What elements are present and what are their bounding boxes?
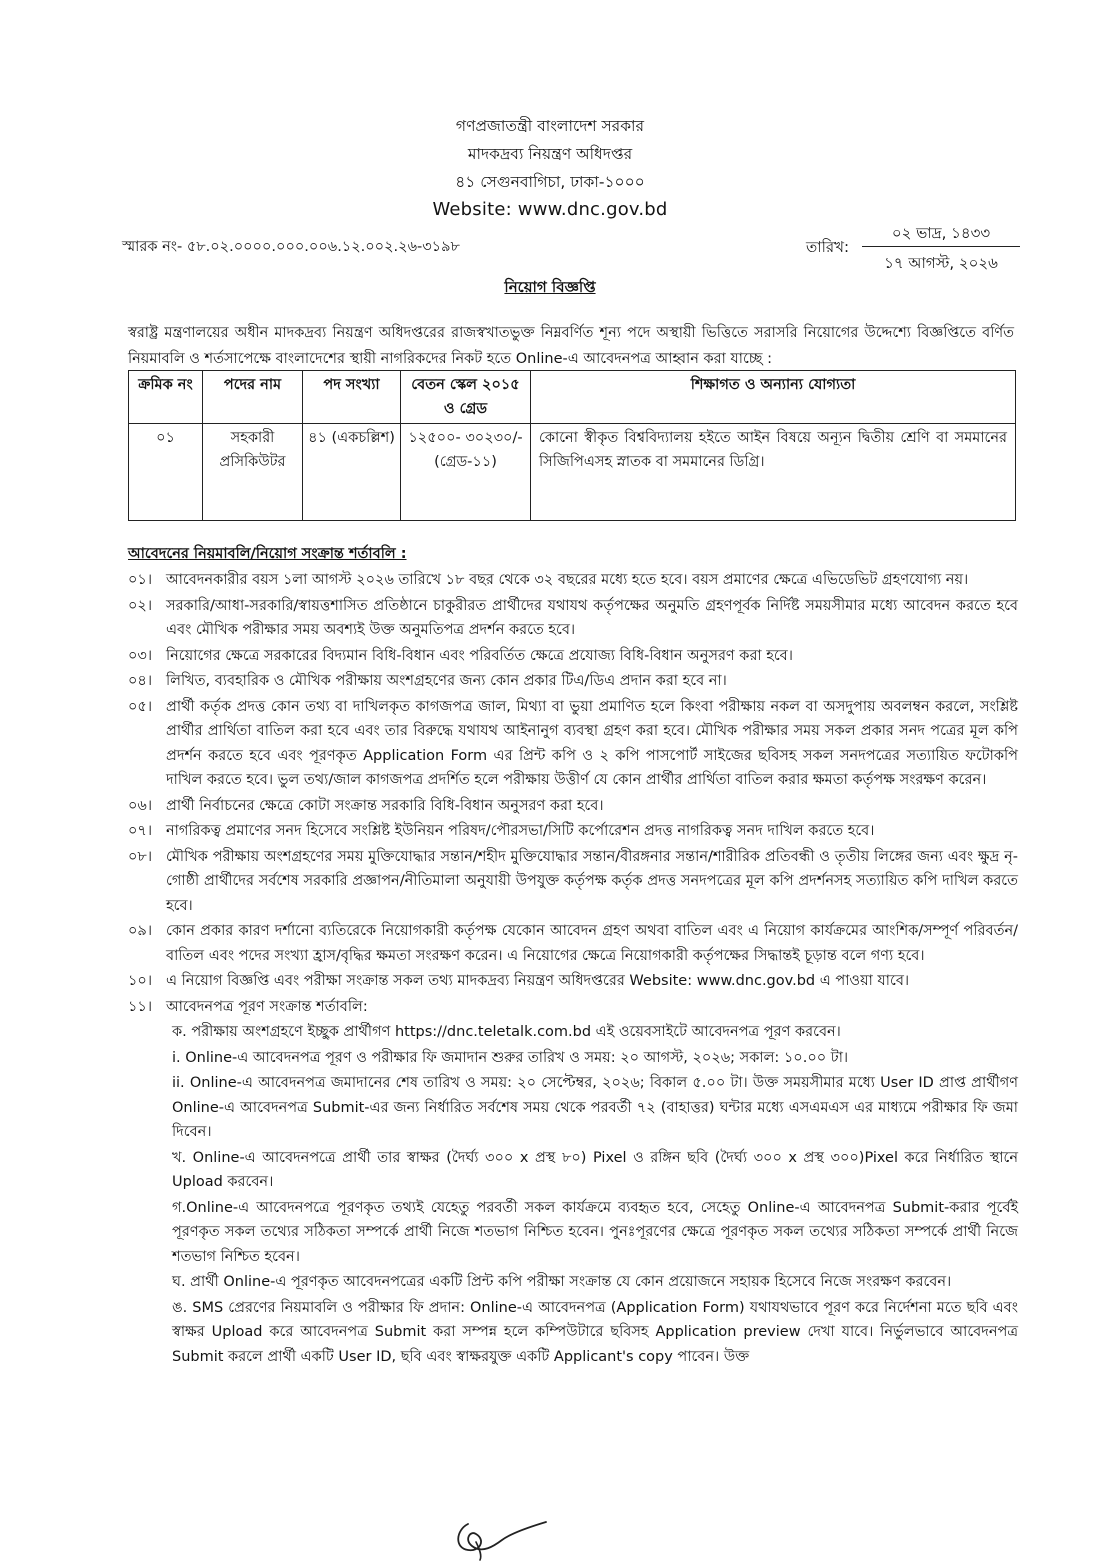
memo-number: স্মারক নং- ৫৮.০২.০০০০.০০০.০০৬.১২.০০২.২৬-৩১৯৮	[122, 239, 460, 255]
cell-qualification: কোনো স্বীকৃত বিশ্ববিদ্যালয় হইতে আইন বিষয়ে অন্যূন দ্বিতীয় শ্রেণি বা সমমানের সিজিপিএসহ স্নাতক বা সমমানের ডিগ্রি।	[531, 424, 1016, 521]
signature-mark	[446, 1516, 556, 1562]
condition-item	[128, 669, 1018, 694]
condition-number: ০৬।	[128, 797, 153, 814]
condition-number: ১০।	[128, 973, 153, 989]
condition-text: এ নিয়োগ বিজ্ঞপ্তি এবং পরীক্ষা সংক্রান্ত সকল তথ্য মাদকদ্রব্য নিয়ন্ত্রণ অধিদপ্তরের Website: www.dnc.gov.bd এ পাওয়া যাবে।	[166, 973, 910, 989]
condition-text: নাগরিকত্ব প্রমাণের সনদ হিসেবে সংশ্লিষ্ট ইউনিয়ন পরিষদ/পৌরসভা/সিটি কর্পোরেশন প্রদত্ত নাগরিকত্ব সনদ দাখিল করতে হবে।	[166, 823, 875, 839]
condition-text: আবেদনকারীর বয়স ১লা আগস্ট ২০২৬ তারিখে ১৮ বছর থেকে ৩২ বছরের মধ্যে হতে হবে। বয়স প্রমাণের ক্ষেত্রে এভিডেভিট গ্রহণযোগ্য নয়।	[166, 572, 969, 588]
date-divider	[862, 246, 1020, 247]
col-count: পদ সংখ্যা	[303, 371, 401, 424]
posts-table	[128, 370, 1016, 521]
condition-number: ০২।	[128, 597, 153, 614]
condition-item	[128, 919, 1018, 968]
letterhead	[0, 112, 1100, 226]
notice-title: নিয়োগ বিজ্ঞপ্তি	[504, 278, 596, 296]
condition-text: আবেদনপত্র পূরণ সংক্রান্ত শর্তাবলি:	[166, 998, 368, 1015]
conditions-section	[128, 542, 1018, 1370]
col-qualification: শিক্ষাগত ও অন্যান্য যোগ্যতা	[531, 371, 1016, 424]
date-bangla: ০২ ভাদ্র, ১৪৩৩	[891, 224, 991, 242]
condition-text: লিখিত, ব্যবহারিক ও মৌখিক পরীক্ষায় অংশগ্রহণের জন্য কোন প্রকার টিএ/ডিএ প্রদান করা হবে না।	[166, 673, 727, 689]
cell-count: ৪১ (একচল্লিশ)	[303, 424, 401, 521]
condition-item	[128, 969, 1018, 994]
sub-item: গ.Online-এ আবেদনপত্রে পূরণকৃত তথ্যই যেহেতু পরবর্তী সকল কার্যক্রমে ব্যবহৃত হবে, সেহেতু Online-এ আবেদনপত্র Submit-করার পূর্বেই পূরণকৃত সকল তথ্যের সঠিকতা সম্পর্কে প্রার্থী নিজে শতভাগ নিশ্চিত হবেন। পুনঃপূরণের ক্ষেত্রে পূরণকৃত সকল তথ্যের সঠিকতা সম্পর্কে প্রার্থী নিজে শতভাগ নিশ্চিত হবেন।	[172, 1199, 1018, 1265]
conditions-heading: আবেদনের নিয়মাবলি/নিয়োগ সংক্রান্ত শর্তাবলি :	[128, 546, 407, 562]
cell-post: সহকারী প্রসিকিউটর	[203, 424, 303, 521]
condition-text: সরকারি/আধা-সরকারি/স্বায়ত্তশাসিত প্রতিষ্ঠানে চাকুরীরত প্রার্থীদের যথাযথ কর্তৃপক্ষের অনুমতি গ্রহণপূর্বক নির্দিষ্ট সময়সীমার মধ্যে আবেদন করতে হবে এবং মৌখিক পরীক্ষার সময় অবশ্যই উক্ত অনুমতিপত্র প্রদর্শন করতে হবে।	[166, 597, 1018, 638]
condition-number: ০৩।	[128, 647, 153, 664]
condition-number: ০৪।	[128, 673, 153, 689]
condition-text: কোন প্রকার কারণ দর্শানো ব্যতিরেকে নিয়োগকারী কর্তৃপক্ষ যেকোন আবেদন গ্রহণ অথবা বাতিল এবং এ নিয়োগ কার্যক্রমের আংশিক/সম্পূর্ণ পরিবর্তন/বাতিল এবং পদের সংখ্যা হ্রাস/বৃদ্ধির ক্ষমতা সংরক্ষণ করেন। এ নিয়োগের ক্ষেত্রে নিয়োগকারী কর্তৃপক্ষের সিদ্ধান্তই চূড়ান্ত বলে গণ্য হবে।	[166, 923, 1018, 964]
department-name: মাদকদ্রব্য নিয়ন্ত্রণ অধিদপ্তর	[467, 145, 633, 163]
govt-name: গণপ্রজাতন্ত্রী বাংলাদেশ সরকার	[455, 117, 645, 135]
sub-item: ঘ. প্রার্থী Online-এ পূরণকৃত আবেদনপত্রের একটি প্রিন্ট কপি পরীক্ষা সংক্রান্ত যে কোন প্রয়োজনে সহায়ক হিসেবে নিজে সংরক্ষণ করবেন।	[172, 1274, 952, 1290]
table-header-row	[129, 371, 1016, 424]
condition-item	[128, 644, 1018, 669]
sub-item: খ. Online-এ আবেদনপত্রে প্রার্থী তার স্বাক্ষর (দৈর্ঘ্য ৩০০ x প্রস্থ ৮০) Pixel ও রঙ্গিন ছবি (দৈর্ঘ্য ৩০০ x প্রস্থ ৩০০)Pixel করে নির্ধারিত স্থানে Upload করবেন।	[172, 1149, 1018, 1190]
condition-item	[128, 995, 1018, 1020]
condition-number: ০৯।	[128, 923, 153, 939]
condition-text: প্রার্থী নির্বাচনের ক্ষেত্রে কোটা সংক্রান্ত সরকারি বিধি-বিধান অনুসরণ করা হবে।	[166, 797, 604, 814]
condition-number: ১১।	[128, 998, 153, 1015]
date-english: ১৭ আগস্ট, ২০২৬	[884, 254, 998, 272]
date-block	[806, 222, 1020, 278]
condition-item	[128, 594, 1018, 643]
table-row	[129, 424, 1016, 521]
condition-text: নিয়োগের ক্ষেত্রে সরকারের বিদ্যমান বিধি-বিধান এবং পরিবর্তিত ক্ষেত্রে প্রযোজ্য বিধি-বিধান অনুসরণ করা হবে।	[166, 647, 793, 664]
sub-item: ক. পরীক্ষায় অংশগ্রহণে ইচ্ছুক প্রার্থীগণ https://dnc.teletalk.com.bd এই ওয়েবসাইটে আবেদনপত্র পূরণ করবেন।	[172, 1024, 841, 1040]
condition-item	[128, 794, 1018, 819]
cell-scale: ১২৫০০- ৩০২৩০/- (গ্রেড-১১)	[401, 424, 531, 521]
condition-text: মৌখিক পরীক্ষায় অংশগ্রহণের সময় মুক্তিযোদ্ধার সন্তান/শহীদ মুক্তিযোদ্ধার সন্তান/বীরঙ্গনার সন্তান/শারীরিক প্রতিবন্ধী ও তৃতীয় লিঙ্গের জন্য এবং ক্ষুদ্র নৃ-গোষ্ঠী প্রার্থীদের সর্বশেষ সরকারি প্রজ্ঞাপন/নীতিমালা অনুযায়ী উপযুক্ত কর্তৃপক্ষ কর্তৃক প্রদত্ত সনদপত্রের মূল কপি প্রদর্শনসহ সত্যায়িত কপি দাখিল করতে হবে।	[166, 848, 1018, 914]
sub-item: i. Online-এ আবেদনপত্র পূরণ ও পরীক্ষার ফি জমাদান শুরুর তারিখ ও সময়: ২০ আগস্ট, ২০২৬; সকাল: ১০.০০ টা।	[172, 1049, 849, 1066]
intro-paragraph: স্বরাষ্ট্র মন্ত্রণালয়ের অধীন মাদকদ্রব্য নিয়ন্ত্রণ অধিদপ্তরের রাজস্বখাতভুক্ত নিম্নবর্ণিত শূন্য পদে অস্থায়ী ভিত্তিতে সরাসরি নিয়োগের উদ্দেশ্যে বিজ্ঞপ্তিতে বর্ণিত নিয়মাবলি ও শর্তসাপেক্ষে বাংলাদেশের স্থায়ী নাগরিকদের নিকট হতে Online-এ আবেদনপত্র আহ্বান করা যাচ্ছে :	[128, 325, 1014, 367]
condition-item	[128, 568, 1018, 593]
department-address: ৪১ সেগুনবাগিচা, ঢাকা-১০০০	[455, 173, 645, 191]
sub-item: ঙ. SMS প্রেরণের নিয়মাবলি ও পরীক্ষার ফি প্রদান: Online-এ আবেদনপত্র (Application Form) যথাযথভাবে পূরণ করে নির্দেশনা মতে ছবি এবং স্বাক্ষর Upload করে আবেদনপত্র Submit করা সম্পন্ন হলে কম্পিউটারে ছবিসহ Application preview দেখা যাবে। নির্ভুলভাবে আবেদনপত্র Submit করলে প্রার্থী একটি User ID, ছবি এবং স্বাক্ষরযুক্ত একটি Applicant's copy পাবেন। উক্ত	[172, 1299, 1018, 1365]
condition-number: ০৭।	[128, 823, 153, 839]
condition-number: ০৮।	[128, 848, 153, 865]
sub-items	[128, 1020, 1018, 1369]
condition-number: ০১।	[128, 572, 153, 588]
department-website: Website: www.dnc.gov.bd	[432, 199, 668, 220]
date-label: তারিখ:	[806, 238, 850, 256]
condition-number: ০৫।	[128, 698, 153, 715]
condition-item	[128, 819, 1018, 844]
condition-text: প্রার্থী কর্তৃক প্রদত্ত কোন তথ্য বা দাখিলকৃত কাগজপত্র জাল, মিথ্যা বা ভুয়া প্রমাণিত হলে কিংবা পরীক্ষায় নকল বা অসদুপায় অবলম্বন করলে, সংশ্লিষ্ট প্রার্থীর প্রার্থিতা বাতিল করা হবে এবং তার বিরুদ্ধে যথাযথ আইনানুগ ব্যবস্থা গ্রহণ করা হবে। মৌখিক পরীক্ষার সময় সকল প্রকার সনদ পত্রের মূল কপি প্রদর্শন করতে হবে এবং পূরণকৃত Application Form এর প্রিন্ট কপি ও ২ কপি পাসপোর্ট সাইজের ছবিসহ সকল সনদপত্রের সত্যায়িত ফটোকপি দাখিল করতে হবে। ভুল তথ্য/জাল কাগজপত্র প্রদর্শিত হলে পরীক্ষায় উত্তীর্ণ যে কোন প্রার্থীর প্রার্থিতা বাতিল করার ক্ষমতা কর্তৃপক্ষ সংরক্ষণ করেন।	[166, 698, 1018, 788]
col-serial: ক্রমিক নং	[129, 371, 203, 424]
sub-item: ii. Online-এ আবেদনপত্র জমাদানের শেষ তারিখ ও সময়: ২০ সেপ্টেম্বর, ২০২৬; বিকাল ৫.০০ টা। উক্ত সময়সীমার মধ্যে User ID প্রাপ্ত প্রার্থীগণ Online-এ আবেদনপত্র Submit-এর জন্য নির্ধারিত সর্বশেষ সময় থেকে পরবর্তী ৭২ (বাহাত্তর) ঘন্টার মধ্যে এসএমএস এর মাধ্যমে পরীক্ষার ফি জমা দিবেন।	[172, 1075, 1018, 1140]
condition-item	[128, 845, 1018, 919]
col-post: পদের নাম	[203, 371, 303, 424]
cell-serial: ০১	[129, 424, 203, 521]
col-scale: বেতন স্কেল ২০১৫ ও গ্রেড	[401, 371, 531, 424]
condition-item	[128, 695, 1018, 793]
